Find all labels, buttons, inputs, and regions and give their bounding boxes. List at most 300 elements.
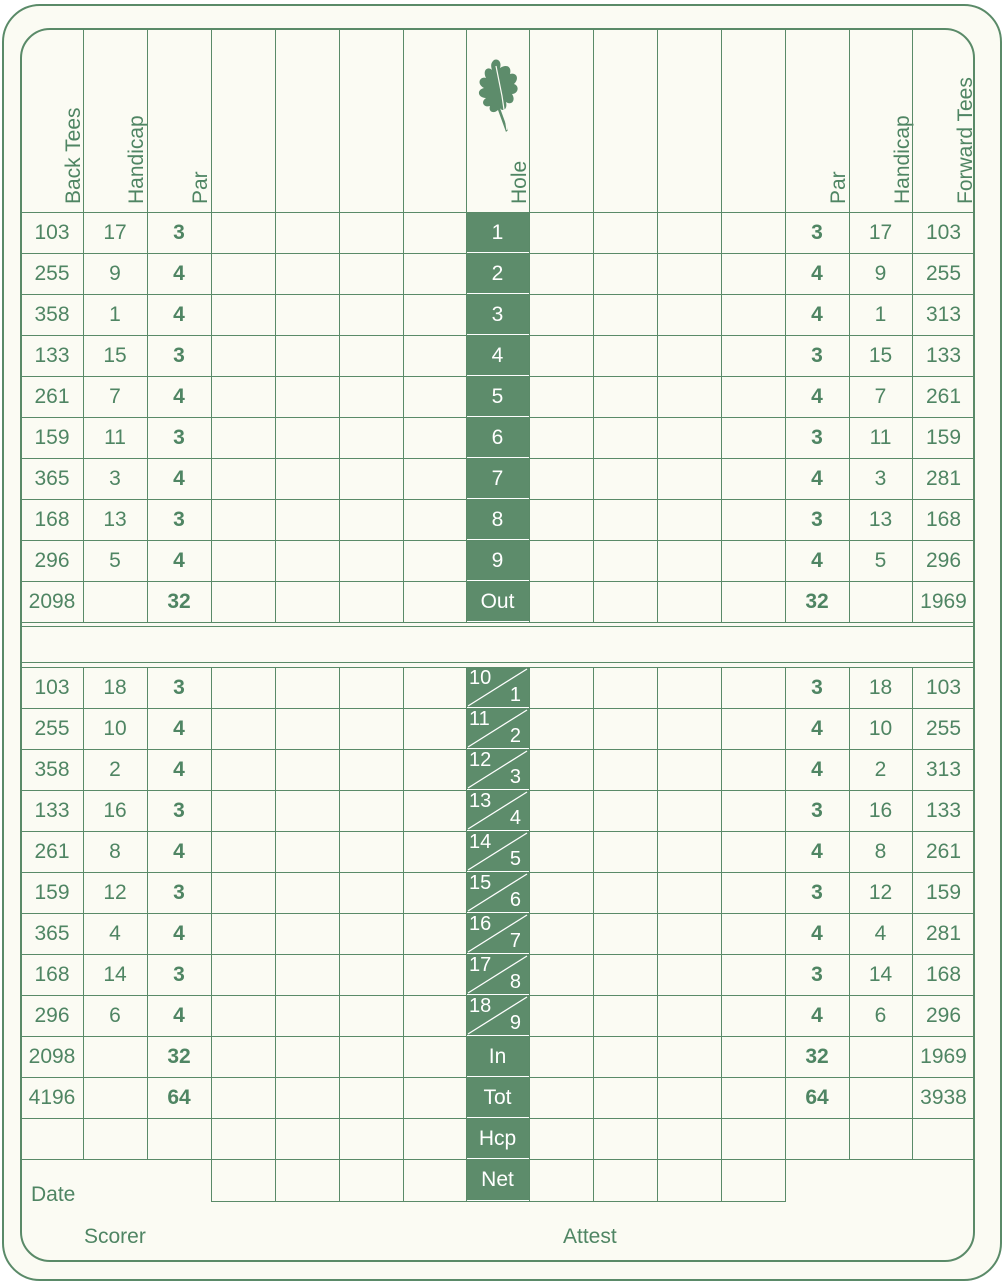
score-cell[interactable] (211, 253, 275, 294)
score-cell[interactable] (657, 417, 721, 458)
par-value: 3 (811, 676, 823, 699)
score-cell[interactable] (593, 540, 657, 581)
out-forward-total: 1969 (920, 590, 967, 613)
grid-line (785, 667, 786, 1159)
grid-line (403, 1159, 404, 1201)
handicap-value: 7 (109, 385, 121, 408)
score-cell[interactable] (211, 790, 275, 831)
score-cell[interactable] (657, 1036, 721, 1077)
score-cell[interactable] (529, 913, 593, 954)
grid-line (529, 667, 530, 1159)
score-cell[interactable] (721, 581, 785, 622)
hole-number: 4 (466, 335, 529, 376)
score-cell[interactable] (657, 708, 721, 749)
score-cell[interactable] (657, 253, 721, 294)
forward-tees-yardage: 261 (925, 840, 962, 863)
handicap-value: 6 (874, 1004, 887, 1027)
score-cell[interactable] (529, 1036, 593, 1077)
forward-tees-yardage: 103 (925, 221, 962, 244)
score-cell[interactable] (721, 1036, 785, 1077)
par-value: 4 (173, 549, 185, 572)
score-cell[interactable] (275, 540, 339, 581)
score-cell[interactable] (657, 1077, 721, 1118)
par-value: 4 (173, 262, 185, 285)
header-handicap-left: Handicap (125, 115, 148, 204)
score-cell[interactable] (403, 831, 466, 872)
tot-forward-total: 3938 (920, 1086, 967, 1109)
score-cell[interactable] (529, 581, 593, 622)
score-cell[interactable] (403, 540, 466, 581)
score-cell[interactable] (275, 581, 339, 622)
score-cell[interactable] (529, 376, 593, 417)
score-cell[interactable] (721, 458, 785, 499)
par-value: 3 (173, 508, 185, 531)
hole-number-split (466, 954, 529, 995)
score-cell[interactable] (403, 790, 466, 831)
score-cell[interactable] (275, 667, 339, 708)
score-cell[interactable] (721, 417, 785, 458)
tot-label: Tot (466, 1077, 529, 1118)
grid-line (21, 913, 975, 914)
grid-line (21, 831, 975, 832)
score-cell[interactable] (275, 749, 339, 790)
grid-line (721, 30, 722, 622)
score-cell[interactable] (211, 1036, 275, 1077)
par-value: 3 (811, 963, 823, 986)
handicap-value: 8 (109, 840, 121, 863)
score-cell[interactable] (529, 212, 593, 253)
hole-number: 17 (469, 954, 492, 976)
back-tees-yardage: 261 (34, 385, 70, 408)
score-cell[interactable] (529, 417, 593, 458)
score-cell[interactable] (721, 790, 785, 831)
par-value: 3 (811, 508, 823, 531)
par-value: 4 (173, 303, 185, 326)
score-cell[interactable] (339, 376, 403, 417)
alt-hole-number: 9 (509, 1012, 521, 1034)
par-value: 3 (811, 799, 823, 822)
grid-line (21, 1118, 975, 1119)
score-cell[interactable] (275, 995, 339, 1036)
hole-number: 9 (466, 540, 529, 581)
score-cell[interactable] (403, 667, 466, 708)
score-cell[interactable] (275, 1036, 339, 1077)
grid-line (849, 30, 850, 622)
alt-hole-number: 2 (509, 725, 521, 747)
handicap-value: 4 (109, 922, 121, 945)
hole-number: 13 (469, 790, 492, 812)
score-cell[interactable] (593, 458, 657, 499)
score-cell[interactable] (657, 667, 721, 708)
score-cell[interactable] (339, 749, 403, 790)
back-tees-yardage: 159 (34, 881, 70, 904)
score-cell[interactable] (339, 995, 403, 1036)
score-cell[interactable] (721, 376, 785, 417)
grid-line (275, 667, 276, 1159)
handicap-value: 1 (109, 303, 121, 326)
score-cell[interactable] (403, 499, 466, 540)
par-value: 4 (811, 1004, 823, 1027)
score-cell[interactable] (529, 499, 593, 540)
hole-number-split (466, 708, 529, 749)
back-tees-yardage: 255 (34, 717, 70, 740)
score-cell[interactable] (721, 831, 785, 872)
score-cell[interactable] (211, 708, 275, 749)
score-cell[interactable] (721, 749, 785, 790)
score-cell[interactable] (339, 667, 403, 708)
score-cell[interactable] (403, 1036, 466, 1077)
score-cell[interactable] (403, 749, 466, 790)
score-cell[interactable] (211, 872, 275, 913)
score-cell[interactable] (721, 667, 785, 708)
score-cell[interactable] (339, 831, 403, 872)
hole-number: 1 (466, 212, 529, 253)
score-cell[interactable] (403, 995, 466, 1036)
score-cell[interactable] (403, 417, 466, 458)
handicap-value: 18 (868, 676, 893, 699)
score-cell[interactable] (339, 458, 403, 499)
score-cell[interactable] (593, 335, 657, 376)
score-cell[interactable] (339, 790, 403, 831)
score-cell[interactable] (657, 872, 721, 913)
forward-tees-yardage: 296 (925, 549, 962, 572)
score-cell[interactable] (721, 954, 785, 995)
par-value: 3 (173, 344, 185, 367)
score-cell[interactable] (529, 253, 593, 294)
hole-number: 6 (466, 417, 529, 458)
score-cell[interactable] (339, 913, 403, 954)
handicap-value: 10 (103, 717, 127, 740)
score-cell[interactable] (339, 294, 403, 335)
score-cell[interactable] (721, 294, 785, 335)
alt-hole-number: 6 (509, 889, 521, 911)
score-cell[interactable] (593, 294, 657, 335)
grid-line (21, 376, 975, 377)
score-cell[interactable] (657, 540, 721, 581)
par-value: 4 (173, 467, 185, 490)
par-value: 4 (811, 303, 823, 326)
in-back-total: 2098 (28, 1045, 76, 1068)
score-cell[interactable] (721, 1077, 785, 1118)
handicap-value: 5 (874, 549, 887, 572)
hole-number: 15 (469, 872, 492, 894)
score-cell[interactable] (593, 253, 657, 294)
score-cell[interactable] (211, 954, 275, 995)
score-cell[interactable] (529, 294, 593, 335)
score-cell[interactable] (657, 335, 721, 376)
score-cell[interactable] (339, 499, 403, 540)
back-tees-yardage: 168 (34, 963, 70, 986)
score-cell[interactable] (721, 913, 785, 954)
grid-line (912, 30, 913, 622)
grid-line (403, 30, 404, 622)
score-cell[interactable] (529, 1077, 593, 1118)
hole-number-split (466, 913, 529, 954)
score-cell[interactable] (211, 499, 275, 540)
score-cell[interactable] (529, 954, 593, 995)
score-cell[interactable] (593, 1036, 657, 1077)
score-cell[interactable] (721, 499, 785, 540)
grid-line (21, 212, 975, 213)
score-cell[interactable] (593, 499, 657, 540)
score-cell[interactable] (593, 872, 657, 913)
score-cell[interactable] (403, 913, 466, 954)
header-par-right: Par (827, 171, 850, 204)
score-cell[interactable] (403, 212, 466, 253)
score-cell[interactable] (721, 872, 785, 913)
par-value: 3 (173, 221, 185, 244)
score-cell[interactable] (721, 253, 785, 294)
hole-number-split (466, 872, 529, 913)
grid-line (21, 667, 975, 668)
score-cell[interactable] (529, 749, 593, 790)
grid-line (21, 581, 975, 582)
score-cell[interactable] (275, 790, 339, 831)
score-cell[interactable] (339, 253, 403, 294)
score-cell[interactable] (529, 872, 593, 913)
forward-tees-yardage: 261 (925, 385, 962, 408)
par-value: 4 (811, 549, 823, 572)
score-cell[interactable] (211, 913, 275, 954)
grid-line (21, 1077, 975, 1078)
score-cell[interactable] (339, 581, 403, 622)
score-cell[interactable] (275, 913, 339, 954)
score-cell[interactable] (339, 540, 403, 581)
date-label: Date (31, 1183, 76, 1206)
score-cell[interactable] (211, 212, 275, 253)
score-cell[interactable] (275, 253, 339, 294)
score-cell[interactable] (721, 708, 785, 749)
par-value: 4 (811, 385, 823, 408)
score-cell[interactable] (529, 458, 593, 499)
grid-line (147, 667, 148, 1159)
handicap-value: 16 (868, 799, 893, 822)
net-label: Net (466, 1159, 529, 1201)
out-back-total: 2098 (28, 590, 76, 613)
score-cell[interactable] (529, 708, 593, 749)
score-cell[interactable] (211, 581, 275, 622)
header-forward-tees: Forward Tees (953, 77, 977, 204)
score-cell[interactable] (211, 540, 275, 581)
back-tees-yardage: 296 (34, 549, 70, 572)
handicap-value: 14 (868, 963, 893, 986)
score-cell[interactable] (403, 1077, 466, 1118)
handicap-value: 4 (874, 922, 887, 945)
handicap-value: 6 (109, 1004, 121, 1027)
score-cell[interactable] (721, 995, 785, 1036)
score-cell[interactable] (403, 872, 466, 913)
back-tees-yardage: 365 (34, 922, 70, 945)
score-cell[interactable] (275, 458, 339, 499)
handicap-value: 13 (103, 508, 127, 531)
grid-line (593, 30, 594, 622)
grid-line (339, 1159, 340, 1201)
score-cell[interactable] (211, 335, 275, 376)
score-cell[interactable] (275, 417, 339, 458)
hole-number: 14 (469, 831, 492, 853)
score-cell[interactable] (529, 790, 593, 831)
back-tees-yardage: 103 (34, 221, 70, 244)
score-cell[interactable] (403, 253, 466, 294)
hole-number-split (466, 995, 529, 1036)
grid-line (721, 667, 722, 1159)
grid-line (83, 30, 84, 622)
score-cell[interactable] (275, 499, 339, 540)
score-cell[interactable] (721, 335, 785, 376)
score-cell[interactable] (275, 376, 339, 417)
forward-tees-yardage: 296 (925, 1004, 962, 1027)
hole-number-split (466, 667, 529, 708)
score-cell[interactable] (593, 954, 657, 995)
par-value: 3 (811, 426, 823, 449)
handicap-value: 2 (109, 758, 121, 781)
score-cell[interactable] (721, 540, 785, 581)
score-cell[interactable] (657, 913, 721, 954)
attest-label: Attest (563, 1225, 617, 1248)
in-label: In (466, 1036, 529, 1077)
score-cell[interactable] (339, 212, 403, 253)
alt-hole-number: 1 (509, 684, 521, 706)
score-cell[interactable] (275, 1077, 339, 1118)
grid-line (21, 294, 975, 295)
score-cell[interactable] (593, 995, 657, 1036)
score-cell[interactable] (275, 212, 339, 253)
score-cell[interactable] (275, 294, 339, 335)
hole-number: 18 (469, 995, 492, 1017)
par-value: 4 (173, 840, 185, 863)
hole-number: 11 (469, 708, 490, 730)
score-cell[interactable] (211, 749, 275, 790)
grid-line (21, 995, 975, 996)
score-cell[interactable] (593, 1077, 657, 1118)
score-cell[interactable] (593, 790, 657, 831)
forward-tees-yardage: 255 (925, 717, 962, 740)
handicap-value: 12 (103, 881, 127, 904)
handicap-value: 13 (868, 508, 893, 531)
score-cell[interactable] (211, 1077, 275, 1118)
score-cell[interactable] (529, 831, 593, 872)
back-tees-yardage: 133 (34, 799, 70, 822)
score-cell[interactable] (339, 1077, 403, 1118)
score-cell[interactable] (529, 995, 593, 1036)
score-cell[interactable] (529, 540, 593, 581)
grid-line (339, 667, 340, 1159)
score-cell[interactable] (211, 294, 275, 335)
forward-tees-yardage: 103 (925, 676, 962, 699)
score-cell[interactable] (593, 708, 657, 749)
score-cell[interactable] (211, 417, 275, 458)
score-cell[interactable] (403, 335, 466, 376)
score-cell[interactable] (657, 581, 721, 622)
back-tees-yardage: 296 (34, 1004, 70, 1027)
grid-line (849, 667, 850, 1159)
back-tees-yardage: 365 (34, 467, 70, 490)
score-cell[interactable] (403, 581, 466, 622)
score-cell[interactable] (211, 376, 275, 417)
score-cell[interactable] (721, 212, 785, 253)
score-cell[interactable] (593, 417, 657, 458)
score-cell[interactable] (593, 212, 657, 253)
score-cell[interactable] (593, 831, 657, 872)
grid-line (211, 1159, 212, 1201)
score-cell[interactable] (403, 294, 466, 335)
score-cell[interactable] (403, 954, 466, 995)
score-cell[interactable] (339, 872, 403, 913)
score-cell[interactable] (657, 831, 721, 872)
score-cell[interactable] (403, 458, 466, 499)
score-cell[interactable] (657, 995, 721, 1036)
score-cell[interactable] (339, 417, 403, 458)
score-cell[interactable] (657, 212, 721, 253)
score-cell[interactable] (593, 913, 657, 954)
hole-number: 5 (466, 376, 529, 417)
score-cell[interactable] (211, 667, 275, 708)
grid-line (403, 667, 404, 1159)
out-label: Out (466, 581, 529, 622)
score-cell[interactable] (657, 790, 721, 831)
par-value: 3 (811, 221, 823, 244)
score-cell[interactable] (275, 708, 339, 749)
score-cell[interactable] (593, 667, 657, 708)
score-cell[interactable] (657, 954, 721, 995)
score-cell[interactable] (339, 954, 403, 995)
score-cell[interactable] (657, 294, 721, 335)
back-tees-yardage: 159 (34, 426, 70, 449)
score-cell[interactable] (339, 708, 403, 749)
hole-number-split (466, 790, 529, 831)
grid-line (593, 1159, 594, 1201)
score-cell[interactable] (593, 581, 657, 622)
score-cell[interactable] (339, 1036, 403, 1077)
grid-line (466, 30, 467, 622)
grid-line (21, 954, 975, 955)
grid-line (211, 30, 212, 622)
grid-line (21, 708, 975, 709)
score-cell[interactable] (657, 458, 721, 499)
grid-line (339, 30, 340, 622)
score-cell[interactable] (593, 749, 657, 790)
score-cell[interactable] (275, 335, 339, 376)
score-cell[interactable] (275, 954, 339, 995)
handicap-value: 5 (109, 549, 121, 572)
score-cell[interactable] (657, 376, 721, 417)
handicap-value: 10 (868, 717, 893, 740)
score-cell[interactable] (593, 376, 657, 417)
grid-line (83, 667, 84, 1159)
score-cell[interactable] (403, 376, 466, 417)
score-cell[interactable] (529, 335, 593, 376)
score-cell[interactable] (657, 749, 721, 790)
grid-line (593, 667, 594, 1159)
grid-line (211, 667, 212, 1159)
hole-number: 10 (469, 667, 492, 689)
header-hole: Hole (507, 160, 531, 204)
back-tees-yardage: 358 (34, 303, 70, 326)
grid-line (785, 1159, 786, 1201)
score-cell[interactable] (339, 335, 403, 376)
score-cell[interactable] (657, 499, 721, 540)
score-cell[interactable] (529, 667, 593, 708)
score-cell[interactable] (275, 872, 339, 913)
score-cell[interactable] (211, 458, 275, 499)
score-cell[interactable] (275, 831, 339, 872)
score-cell[interactable] (211, 831, 275, 872)
score-cell[interactable] (403, 708, 466, 749)
score-cell[interactable] (211, 995, 275, 1036)
forward-tees-yardage: 168 (925, 963, 962, 986)
back-tees-yardage: 133 (34, 344, 70, 367)
back-tees-yardage: 358 (34, 758, 70, 781)
